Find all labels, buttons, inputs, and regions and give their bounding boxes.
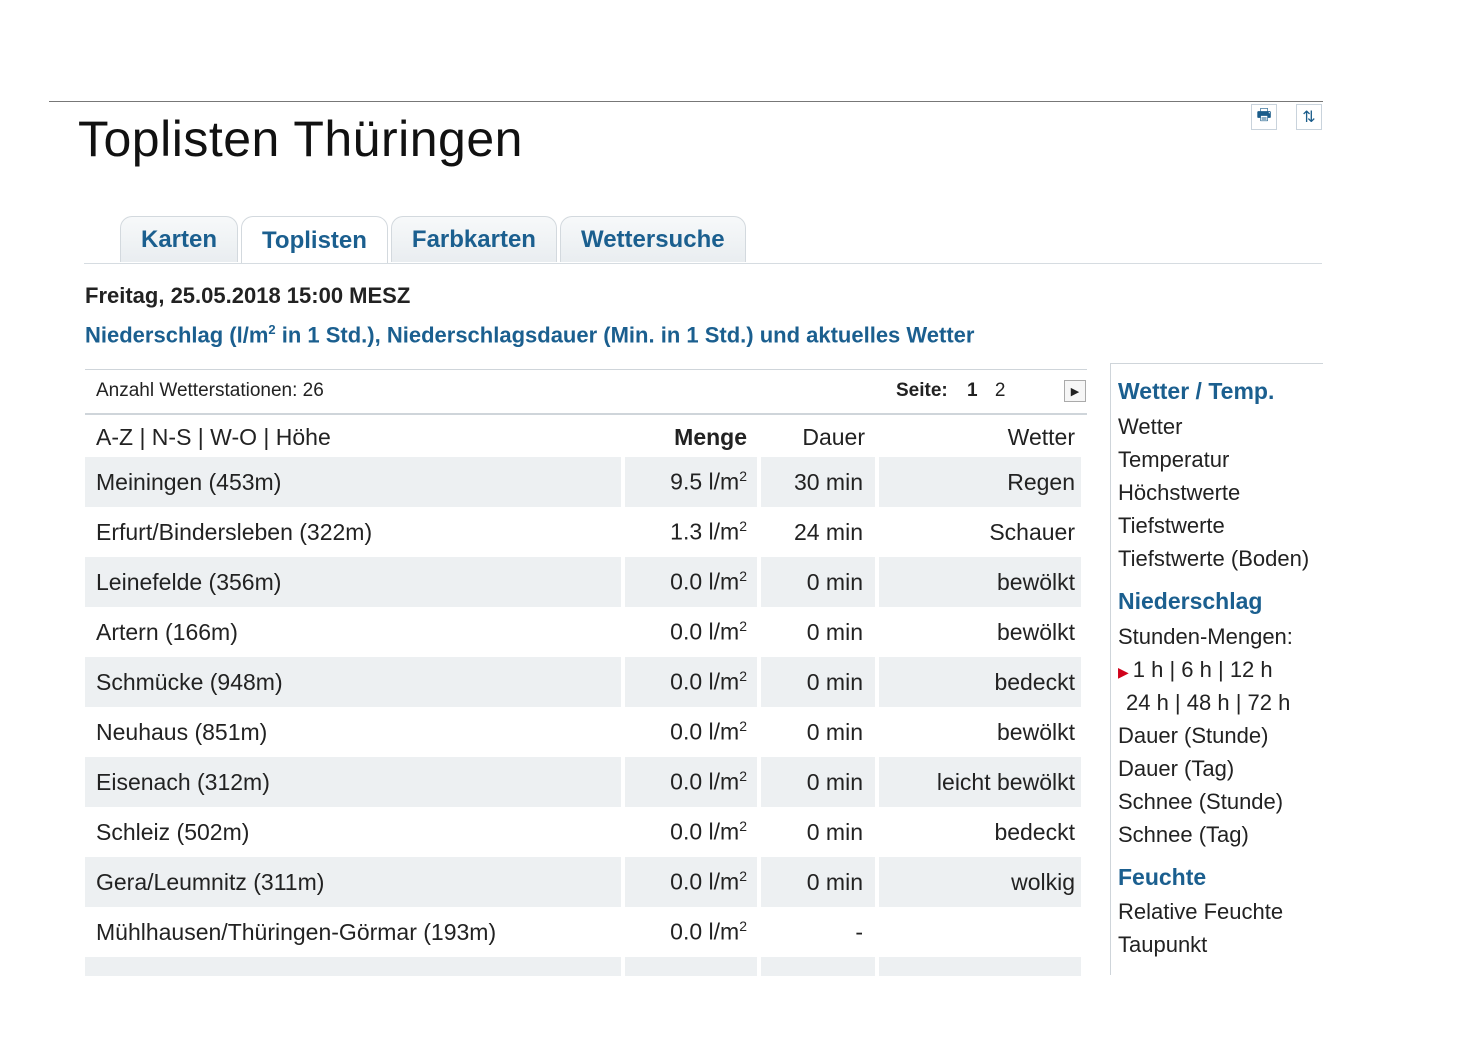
station-name[interactable]: Schmücke (948m): [85, 657, 621, 707]
play-arrow-icon: ▶: [1070, 385, 1080, 398]
toplist-table: [85, 417, 1081, 976]
table-row: [85, 857, 1081, 907]
table-row: [85, 707, 1081, 757]
print-icon[interactable]: 🖶: [1251, 104, 1277, 130]
table-row: [85, 807, 1081, 857]
weather-condition: bedeckt: [879, 657, 1081, 707]
unit-label: l/m: [708, 618, 740, 645]
table-row: [85, 607, 1081, 657]
sidebar-item-dauer-tag[interactable]: Dauer (Tag): [1118, 756, 1235, 781]
precip-amount: 0.0 $l/m^2$: [670, 918, 747, 945]
unit-label: l/m: [708, 768, 740, 795]
table-row: [85, 957, 1081, 976]
station-name[interactable]: Artern (166m): [96, 618, 238, 645]
table-row: [85, 757, 1081, 807]
station-name[interactable]: Meiningen (453m): [85, 457, 621, 507]
sidebar-item-taupunkt[interactable]: Taupunkt: [1118, 932, 1208, 957]
tab-toplisten[interactable]: Toplisten: [241, 216, 388, 264]
precip-duration: 0 min: [806, 718, 863, 745]
unit-label: l/m: [708, 518, 740, 545]
sidebar-hours-row-2[interactable]: 24 h | 48 h | 72 h: [1126, 690, 1291, 715]
precip-duration: 0 min: [806, 818, 863, 845]
precip-duration: 30 min: [761, 457, 875, 507]
sidebar-item-dauer-stunde[interactable]: Dauer (Stunde): [1118, 723, 1269, 748]
tab-wettersuche[interactable]: Wettersuche: [560, 216, 746, 262]
tab-divider: [84, 263, 1322, 264]
swap-icon[interactable]: ⇅: [1296, 104, 1322, 130]
station-name[interactable]: Neuhaus (851m): [96, 718, 268, 745]
column-header-menge[interactable]: Menge: [674, 423, 747, 450]
station-info-bar: [85, 369, 1087, 415]
pagination: [896, 380, 1017, 402]
tab-farbkarten[interactable]: Farbkarten: [391, 216, 557, 262]
unit-label: l/m: [708, 468, 740, 495]
weather-condition: bewölkt: [997, 718, 1075, 745]
page-label: Seite:: [896, 380, 948, 401]
precip-amount: 0.0 $l/m^2$: [625, 557, 757, 607]
weather-condition: bedeckt: [994, 818, 1075, 845]
station-name[interactable]: Schleiz (502m): [96, 818, 250, 845]
sidebar-item-schnee-stunde[interactable]: Schnee (Stunde): [1118, 789, 1284, 814]
sidebar-menu: [1110, 363, 1323, 975]
weather-condition: bewölkt: [879, 557, 1081, 607]
precip-duration: 0 min: [761, 657, 875, 707]
sidebar-label-stunden: Stunden-Mengen:: [1118, 624, 1293, 649]
unit-label: l/m: [708, 718, 740, 745]
sidebar-item-tiefstwerte-boden[interactable]: Tiefstwerte (Boden): [1118, 546, 1310, 571]
weather-condition: Regen: [879, 457, 1081, 507]
table-row: [85, 907, 1081, 957]
tab-bar: [120, 216, 749, 264]
station-name[interactable]: [85, 957, 621, 976]
unit-label: l/m: [708, 568, 740, 595]
sidebar-item-temperatur[interactable]: Temperatur: [1118, 447, 1230, 472]
station-name[interactable]: Erfurt/Bindersleben (322m): [96, 518, 373, 545]
tab-karten[interactable]: Karten: [120, 216, 238, 262]
weather-condition: leicht bewölkt: [879, 757, 1081, 807]
page-title: Toplisten Thüringen: [78, 111, 523, 167]
precip-duration: 0 min: [761, 557, 875, 607]
sidebar-hours-row-1[interactable]: ▶ 1 h | 6 h | 12 h: [1118, 657, 1273, 682]
station-name[interactable]: Gera/Leumnitz (311m): [85, 857, 621, 907]
table-row: [85, 457, 1081, 507]
weather-condition: Schauer: [989, 518, 1075, 545]
precip-amount: 9.5 $l/m^2$: [625, 457, 757, 507]
precip-duration: 24 min: [793, 518, 863, 545]
sidebar-item-relative-feuchte[interactable]: Relative Feuchte: [1118, 899, 1284, 924]
precip-amount: 0.0 $l/m^2$: [625, 857, 757, 907]
page-link-1[interactable]: 1: [967, 380, 978, 401]
precip-duration: 0 min: [761, 757, 875, 807]
precip-duration: -: [855, 918, 863, 945]
precip-duration: [761, 957, 875, 976]
list-subtitle: Niederschlag ($l/m^2$ in 1 Std.), Niederschlagsdauer (Min. in 1 Std.) und aktuelles Wetter: [85, 322, 975, 348]
page-link-2[interactable]: 2: [994, 380, 1006, 401]
station-name[interactable]: Mühlhausen/Thüringen-Görmar (193m): [96, 918, 497, 945]
sidebar-item-hoechstwerte[interactable]: Höchstwerte: [1118, 480, 1241, 505]
precip-duration: 0 min: [761, 857, 875, 907]
weather-condition: wolkig: [879, 857, 1081, 907]
table-row: [85, 507, 1081, 557]
sidebar-heading-wetter[interactable]: Wetter / Temp.: [1118, 378, 1275, 404]
station-name[interactable]: Leinefelde (356m): [85, 557, 621, 607]
date-heading: Freitag, 25.05.2018 15:00 MESZ: [85, 283, 411, 308]
precip-amount: 0.0 $l/m^2$: [670, 718, 747, 745]
precip-amount: 0.0 $l/m^2$: [625, 757, 757, 807]
sidebar-heading-niederschlag[interactable]: Niederschlag: [1118, 588, 1263, 614]
column-header-wetter[interactable]: Wetter: [1007, 423, 1075, 450]
table-row: [85, 657, 1081, 707]
sidebar-item-schnee-tag[interactable]: Schnee (Tag): [1118, 822, 1249, 847]
unit-label: l/m: [708, 918, 740, 945]
precip-duration: 0 min: [806, 618, 863, 645]
unit-label: l/m: [708, 668, 740, 695]
top-divider: [49, 101, 1323, 102]
precip-amount: 0.0 $l/m^2$: [670, 818, 747, 845]
active-arrow-icon: ▶: [1118, 664, 1129, 680]
station-count: Anzahl Wetterstationen: 26: [96, 380, 324, 401]
precip-amount: [625, 957, 757, 976]
sidebar-item-wetter[interactable]: Wetter: [1118, 414, 1183, 439]
next-page-button[interactable]: [1064, 380, 1086, 402]
station-name[interactable]: Eisenach (312m): [85, 757, 621, 807]
toplist-table-container: [85, 417, 1081, 976]
unit-label: l/m: [708, 818, 740, 845]
precip-amount: 0.0 $l/m^2$: [625, 657, 757, 707]
unit-label: l/m: [708, 868, 740, 895]
weather-condition: bewölkt: [997, 618, 1075, 645]
sort-options[interactable]: A-Z | N-S | W-O | Höhe: [96, 423, 331, 450]
weather-condition: [879, 907, 1081, 957]
table-row: [85, 557, 1081, 607]
sidebar-item-tiefstwerte[interactable]: Tiefstwerte: [1118, 513, 1225, 538]
sidebar-heading-feuchte[interactable]: Feuchte: [1118, 864, 1207, 890]
table-header-row: [85, 417, 1081, 457]
weather-condition: [879, 957, 1081, 976]
precip-amount: 0.0 $l/m^2$: [670, 618, 747, 645]
column-header-dauer[interactable]: Dauer: [802, 423, 865, 450]
precip-amount: 1.3 $l/m^2$: [670, 518, 747, 545]
